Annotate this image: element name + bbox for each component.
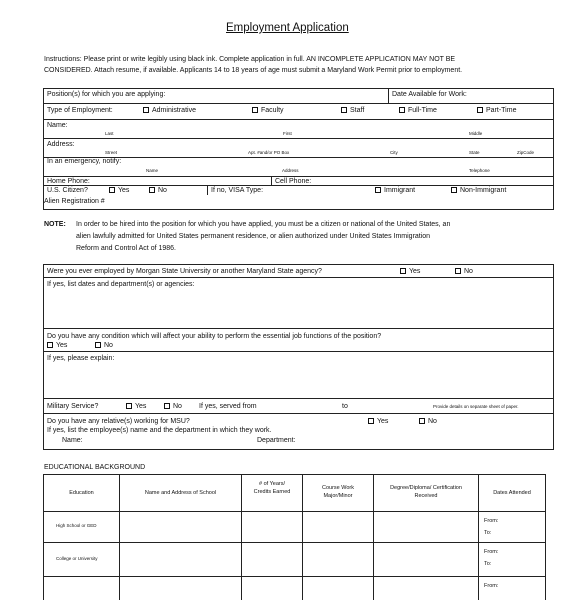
employment-followup: If yes, list dates and department(s) or agencies: (47, 281, 195, 288)
address-sub-city: City (390, 150, 398, 155)
checkbox[interactable] (149, 187, 155, 193)
note-line-2: alien lawfully admitted for United States permanent residence, or alien authorized under United States Immigration (76, 233, 431, 240)
edu-row-college: College or University (56, 556, 98, 561)
military-served-label: If yes, served from (199, 403, 257, 410)
name-sub-first: First (283, 131, 292, 136)
home-phone-label: Home Phone: (47, 178, 90, 185)
address-sub-apt: Apt. #and/or PO Box (248, 150, 290, 155)
name-label: Name: (47, 122, 68, 129)
immigrant-option[interactable]: Immigrant (375, 187, 415, 194)
note-line-3: Reform and Control Act of 1986. (76, 245, 176, 252)
address-label: Address: (47, 141, 75, 148)
checkbox[interactable] (126, 403, 132, 409)
visa-type-label: If no, VISA Type: (211, 187, 264, 194)
relatives-no-option[interactable]: No (419, 418, 437, 425)
edu-header-dates: Dates Attended (493, 490, 531, 496)
name-sub-middle: Middle (469, 131, 483, 136)
emergency-sub-name: Name (146, 168, 159, 173)
checkbox[interactable] (375, 187, 381, 193)
checkbox[interactable] (400, 268, 406, 274)
position-label: Position(s) for which you are applying: (47, 91, 166, 98)
option-full-time[interactable]: Full-Time (399, 107, 437, 114)
alien-registration-label: Alien Registration # (44, 198, 105, 205)
military-yes-option[interactable]: Yes (126, 403, 146, 410)
citizen-no-option[interactable]: No (149, 187, 167, 194)
relatives-name-label: Name: (62, 437, 83, 444)
checkbox[interactable] (477, 107, 483, 113)
edu-header-education: Education (69, 490, 94, 496)
relatives-department-label: Department: (257, 437, 296, 444)
edu-header-degree: Degree/Diploma/ Certification Received (390, 485, 462, 499)
checkbox[interactable] (368, 418, 374, 424)
edu-row-3-from: From: (484, 583, 499, 589)
cell-phone-label: Cell Phone: (275, 178, 312, 185)
us-citizen-label: U.S. Citizen? (47, 187, 88, 194)
option-staff[interactable]: Staff (341, 107, 364, 114)
page-title: Employment Application (226, 22, 349, 34)
checkbox[interactable] (341, 107, 347, 113)
checkbox[interactable] (455, 268, 461, 274)
checkbox[interactable] (451, 187, 457, 193)
address-sub-state: State (469, 150, 480, 155)
name-sub-last: Last (105, 131, 114, 136)
emergency-sub-address: Address (282, 168, 299, 173)
non-immigrant-option[interactable]: Non-Immigrant (451, 187, 506, 194)
military-note: Provide details on separate sheet of paper. (433, 404, 519, 409)
checkbox[interactable] (164, 403, 170, 409)
employment-question: Were you ever employed by Morgan State University or another Maryland State agency? (47, 268, 322, 275)
relatives-question: Do you have any relative(s) working for MSU? (47, 418, 190, 425)
edu-row-2-to: To: (484, 561, 492, 567)
employment-no-option[interactable]: No (455, 268, 473, 275)
edu-row-2-from: From: (484, 549, 499, 555)
citizen-yes-option[interactable]: Yes (109, 187, 129, 194)
checkbox[interactable] (143, 107, 149, 113)
military-label: Military Service? (47, 403, 99, 410)
edu-header-school: Name and Address of School (144, 490, 217, 496)
checkbox[interactable] (95, 342, 101, 348)
military-to-label: to (342, 403, 348, 410)
condition-yes-option[interactable]: Yes (47, 342, 67, 349)
condition-question: Do you have any condition which will affect your ability to perform the essential job functions of the position? (47, 333, 382, 340)
checkbox[interactable] (252, 107, 258, 113)
address-sub-street: Street (105, 150, 118, 155)
address-sub-zip: ZipCode (517, 150, 535, 155)
military-no-option[interactable]: No (164, 403, 182, 410)
checkbox[interactable] (399, 107, 405, 113)
note-label: NOTE: (44, 221, 66, 228)
checkbox[interactable] (47, 342, 53, 348)
date-available-label: Date Available for Work: (392, 91, 467, 98)
edu-row-1-to: To: (484, 530, 492, 536)
edu-header-course-work: Course Work Major/Minor (322, 485, 354, 499)
option-administrative[interactable]: Administrative (143, 107, 196, 114)
edu-row-1-from: From: (484, 518, 499, 524)
edu-header-years: # of Years/ Credits Earned (253, 481, 291, 495)
edu-row-high-school: High School or GED (56, 523, 97, 528)
condition-followup: If yes, please explain: (47, 355, 115, 362)
note-line-1: In order to be hired into the position for which you have applied, you must be a citizen or national of the United States, an (76, 221, 451, 228)
option-faculty[interactable]: Faculty (252, 107, 284, 114)
condition-no-option[interactable]: No (95, 342, 113, 349)
instructions-line-1: Instructions: Please print or write legibly using black ink. Complete application in full. AN INCOMPLETE APPLICATION MAY NOT BE (44, 56, 456, 63)
checkbox[interactable] (419, 418, 425, 424)
emergency-sub-telephone: Telephone (469, 168, 490, 173)
employment-yes-option[interactable]: Yes (400, 268, 420, 275)
relatives-followup: If yes, list the employee(s) name and the department in which they work. (47, 427, 272, 434)
employment-type-label: Type of Employment: (47, 107, 113, 114)
checkbox[interactable] (109, 187, 115, 193)
instructions-line-2: CONSIDERED. Attach resume, if available. Applicants 14 to 18 years of age must submit a Maryland Work Permit prior to employment. (44, 67, 463, 74)
education-heading: EDUCATIONAL BACKGROUND (44, 464, 146, 471)
emergency-label: In an emergency, notify: (47, 158, 122, 165)
relatives-yes-option[interactable]: Yes (368, 418, 388, 425)
option-part-time[interactable]: Part-Time (477, 107, 516, 114)
